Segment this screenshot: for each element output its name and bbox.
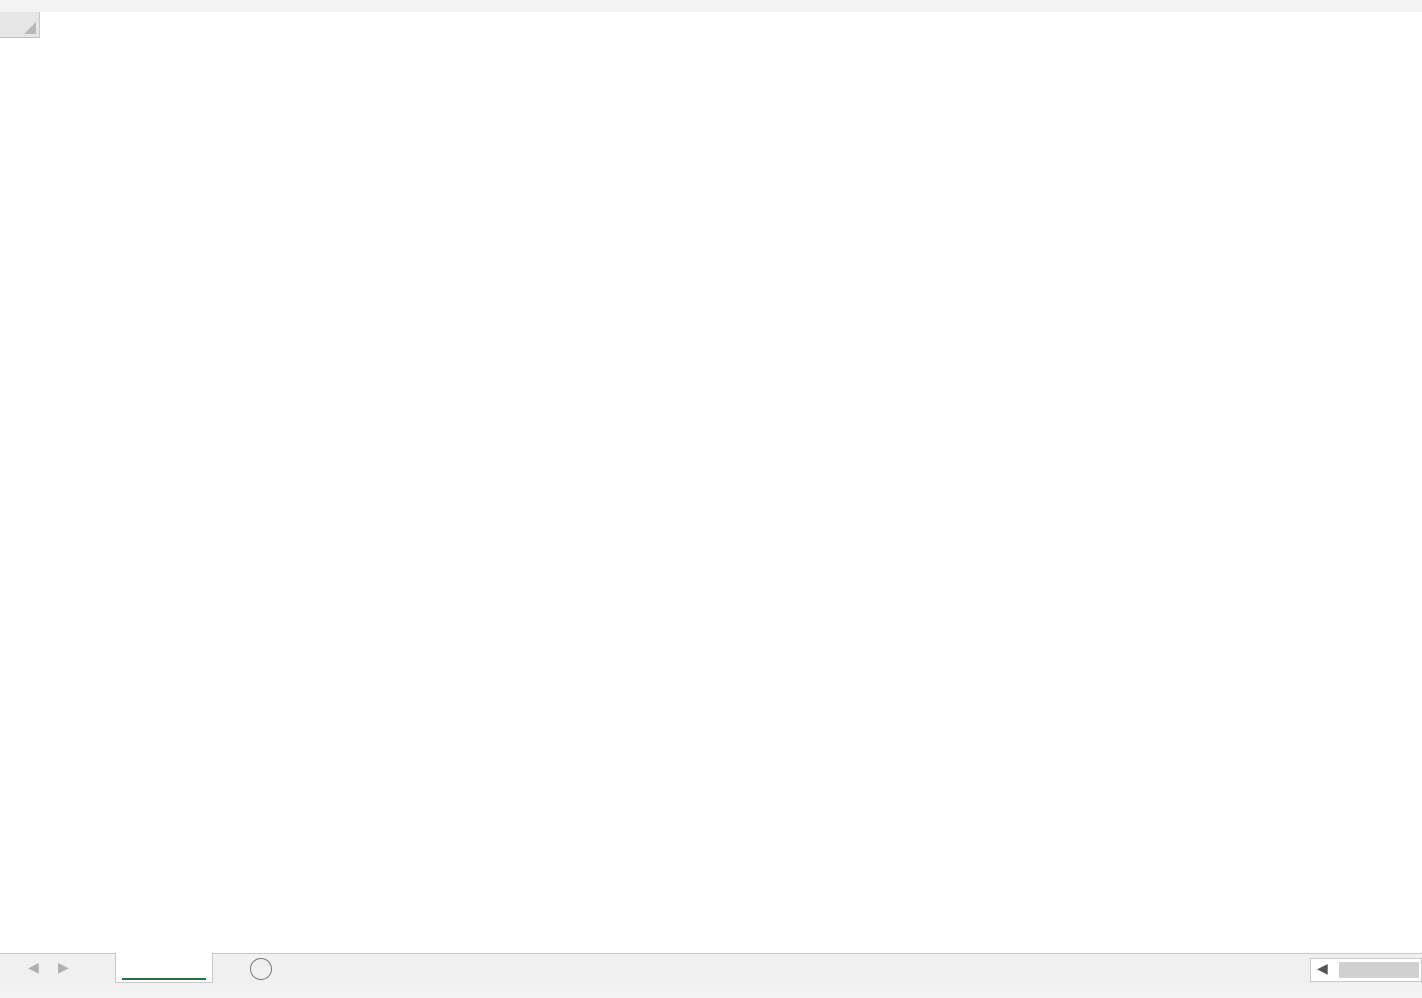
scroll-thumb[interactable] <box>1339 962 1419 978</box>
scroll-left-icon[interactable]: ◀ <box>1317 961 1328 977</box>
sheet-tab-df-pin7[interactable] <box>115 953 213 983</box>
status-bar <box>0 985 1422 998</box>
horizontal-scrollbar[interactable] <box>1310 958 1422 982</box>
prev-sheet-icon[interactable]: ◀ <box>28 960 39 976</box>
right-gutter <box>1407 38 1422 953</box>
add-sheet-icon[interactable] <box>250 958 272 980</box>
select-all-corner[interactable] <box>0 12 40 38</box>
sheet-tab-bar <box>0 953 1422 986</box>
next-sheet-icon[interactable]: ▶ <box>58 960 69 976</box>
ribbon-edge <box>0 0 1422 12</box>
